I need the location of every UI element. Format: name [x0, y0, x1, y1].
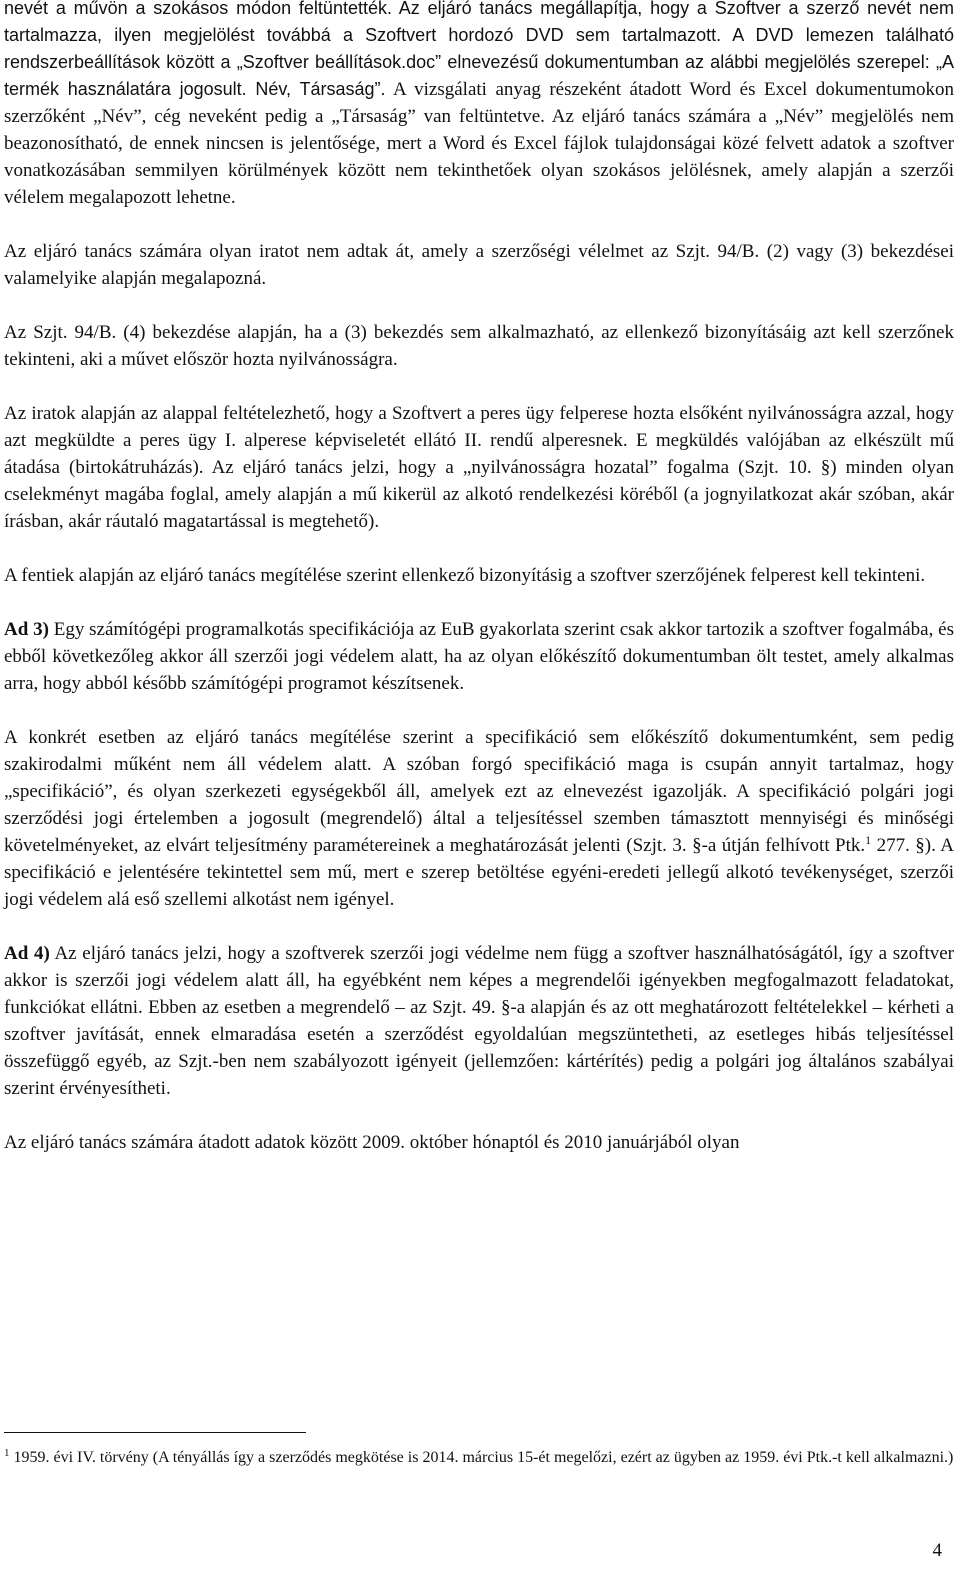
- paragraph-4: Az iratok alapján az alappal feltételezhető, hogy a Szoftvert a peres ügy felperese hozta elsőként nyilvánosságra azzal, hogy azt megküldte a peres ügy I. alperese képviseletét ellátó II. rendű alperesnek. E megküldés valójában az elkészült mű átadása (birtokátruházás). Az eljáró tanács jelzi, hogy a „nyilvánosságra hozatal” fogalma (Szjt. 10. §) minden olyan cselekményt magába foglal, amely alapján a mű kikerül az alkotó rendelkezési köréből (a jognyilatkozat akár szóban, akár írásban, akár ráutaló magatartással is megtehető).: [4, 403, 954, 532]
- specification-text-before-note: A konkrét esetben az eljáró tanács megítélése szerint a specifikáció sem előkészítő dokumentumként, sem pedig szakirodalmi műként nem áll védelem alatt. A szóban forgó specifikáció maga is csupán annyit tartalmaz, hogy „specifikáció”, és olyan szerkezeti egységekből áll, amelyek ezt az elnevezést igazolják. A specifikáció polgári jogi szerződési jogi értelemben a jogosult (megrendelő) által a teljesítéssel szemben támasztott mennyiségi és minőségi követelményeket, az elvárt teljesítmény paramétereinek a meghatározását jelenti (Szjt. 3. §-a útján felhívott Ptk.: [4, 727, 954, 856]
- paragraph-1: [4, 0, 954, 211]
- document-page: [4, 0, 954, 1156]
- footnote-text: 1959. évi IV. törvény (A tényállás így a szerződés megkötése is 2014. március 15-ét megelőzi, ezért az ügyben az 1959. évi Ptk.-t kell alkalmazni.): [9, 1449, 954, 1466]
- paragraph-1-sans-text: nevét a művön a szokásos módon feltüntették. Az eljáró tanács megállapítja, hogy a Szoftver a szerző nevét nem tartalmazza, ilyen megjelölést továbbá a Szoftvert hordozó DVD sem tartalmazott. A DVD lemezen található rendszerbeállítások között a „Szoftver beállítások.doc” elnevezésű dokumentumban az alábbi megjelölés szerepel: „A termék használatára jogosult. Név, Társaság”.: [4, 0, 954, 99]
- footnote: [4, 1445, 954, 1470]
- paragraph-ad-3: [4, 616, 954, 697]
- ad-3-label: Ad 3): [4, 619, 49, 640]
- ad-4-text: Az eljáró tanács jelzi, hogy a szoftverek szerzői jogi védelme nem függ a szoftver használhatóságától, így a szoftver akkor is szerzői jogi védelem alatt áll, ha egyébként nem képes a megrendelői igényekben megfogalmazott feladatokat, funkciókat ellátni. Ebben az esetben a megrendelő – az Szjt. 49. §-a alapján és az ott meghatározott feltételekkel – kérheti a szoftver javítását, ennek elmaradása esetén a szerződést egyoldalúan megszüntetheti, az esetleges hibás teljesítéssel összefüggő egyéb, az Szjt.-ben nem szabályozott igényeit (jellemzően: kártérítés) pedig a polgári jog általános szabályai szerint érvényesítheti.: [4, 943, 954, 1099]
- specification-text-after-note: 277. §). A specifikáció e jelentésére tekintettel sem mű, mert e szerep betöltése egyéni-eredeti jellegű alkotó tevékenységet, szerzői jogi védelem alá eső szellemi alkotást nem igényel.: [4, 835, 955, 910]
- paragraph-5: A fentiek alapján az eljáró tanács megítélése szerint ellenkező bizonyításig a szoftver szerzőjének felperest kell tekinteni.: [4, 565, 926, 586]
- ad-4-label: Ad 4): [4, 943, 50, 964]
- paragraph-final-partial: Az eljáró tanács számára átadott adatok között 2009. október hónaptól és 2010 januárjából olyan: [4, 1132, 740, 1153]
- paragraph-3: Az Szjt. 94/B. (4) bekezdése alapján, ha a (3) bekezdés sem alkalmazható, az ellenkező bizonyításáig azt kell szerzőnek tekinteni, aki a művet először hozta nyilvánosságra.: [4, 322, 954, 370]
- paragraph-1-serif-text: A vizsgálati anyag részeként átadott Word és Excel dokumentumokon szerzőként „Név”, cég neveként pedig a „Társaság” van feltüntetve.: [4, 79, 954, 127]
- paragraph-ad-4: [4, 940, 954, 1102]
- footnote-number: 1: [4, 1447, 10, 1459]
- paragraph-specification: [4, 724, 954, 913]
- ad-3-text: Egy számítógépi programalkotás specifikációja az EuB gyakorlata szerint csak akkor tartozik a szoftver fogalmába, és ebből következőleg akkor áll szerzői jogi védelem alatt, ha az olyan előkészítő dokumentumban ölt testet, amely alkalmas arra, hogy abból később számítógépi programot készítsenek.: [4, 619, 954, 694]
- footnote-reference: 1: [865, 833, 872, 847]
- page-number: 4: [932, 1540, 942, 1561]
- paragraph-1-continuation: Az eljáró tanács számára a „Név” megjelölés nem beazonosítható, de ennek nincsen is jelentősége, mert a Word és Excel fájlok tulajdonságai közé felvett adatok a szoftver vonatkozásában semmilyen körülmények között nem tekinthetőek olyan szokásos jelölésnek, amely alapján a szerzői vélelem megalapozott lehetne.: [4, 106, 954, 208]
- footnote-divider: [4, 1432, 306, 1433]
- paragraph-2: Az eljáró tanács számára olyan iratot nem adtak át, amely a szerzőségi vélelmet az Szjt. 94/B. (2) vagy (3) bekezdései valamelyike alapján megalapozná.: [4, 241, 954, 289]
